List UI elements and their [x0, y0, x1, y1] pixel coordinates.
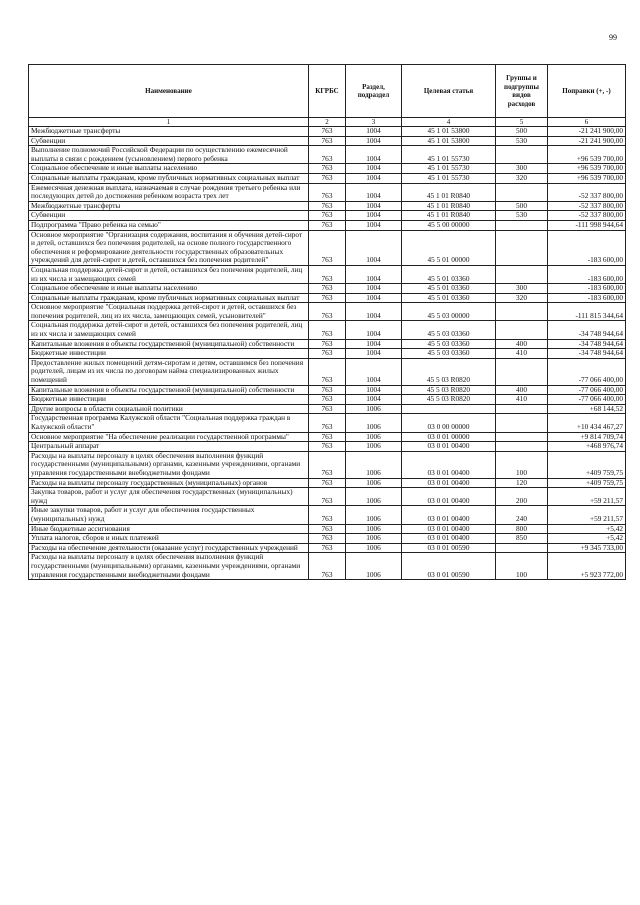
column-number: 3: [346, 118, 402, 127]
row-expense-group: 400: [496, 385, 548, 395]
row-expense-group: 320: [496, 173, 548, 183]
row-target-article: 03 0 01 00590: [402, 553, 496, 580]
row-amendment-amount: -34 748 944,64: [548, 339, 626, 349]
header-section: Раздел, подраздел: [346, 65, 402, 118]
row-expense-group: 320: [496, 293, 548, 303]
row-target-article: 45 5 03 03360: [402, 339, 496, 349]
row-target-article: 45 5 03 00000: [402, 303, 496, 321]
row-target-article: 03 0 01 00400: [402, 488, 496, 506]
row-target-article: 45 1 01 55730: [402, 173, 496, 183]
row-amendment-amount: -52 337 800,00: [548, 183, 626, 201]
row-kgrbs: 763: [309, 127, 346, 137]
row-expense-group: 850: [496, 534, 548, 544]
row-name: Межбюджетные трансферты: [29, 127, 309, 137]
row-name: Расходы на выплаты персоналу в целях обеспечения выполнения функций государственными (муниципальными) органами, казенными учреждениями, органами управления государственными внебюджетными фондами: [29, 451, 309, 478]
row-name: Основное мероприятие "Социальная поддержка детей-сирот и детей, оставшихся без попечения родителей, лиц из их числа, замещающих семей, усыновителей": [29, 303, 309, 321]
row-amendment-amount: -183 600,00: [548, 293, 626, 303]
row-kgrbs: 763: [309, 478, 346, 488]
row-section: 1004: [346, 339, 402, 349]
row-name: Капитальные вложения в объекты государственной (муниципальной) собственности: [29, 339, 309, 349]
row-section: 1004: [346, 358, 402, 385]
row-target-article: 03 0 01 00000: [402, 432, 496, 442]
row-name: Закупка товаров, работ и услуг для обеспечения государственных (муниципальных) нужд: [29, 488, 309, 506]
row-name: Центральный аппарат: [29, 442, 309, 452]
column-number: 6: [548, 118, 626, 127]
row-target-article: 45 1 01 53800: [402, 136, 496, 146]
row-amendment-amount: -183 600,00: [548, 230, 626, 265]
row-expense-group: 240: [496, 506, 548, 524]
row-kgrbs: 763: [309, 553, 346, 580]
row-name: Выполнение полномочий Российской Федерации по осуществлению ежемесячной выплаты в связи с рождением (усыновлением) первого ребенка: [29, 146, 309, 164]
row-name: Социальные выплаты гражданам, кроме публичных нормативных социальных выплат: [29, 173, 309, 183]
row-expense-group: [496, 183, 548, 201]
row-kgrbs: 763: [309, 164, 346, 174]
row-expense-group: 300: [496, 284, 548, 294]
row-kgrbs: 763: [309, 414, 346, 432]
row-kgrbs: 763: [309, 524, 346, 534]
row-section: 1004: [346, 284, 402, 294]
header-name: Наименование: [29, 65, 309, 118]
table-row: [29, 211, 626, 221]
row-kgrbs: 763: [309, 349, 346, 359]
row-expense-group: 500: [496, 127, 548, 137]
row-amendment-amount: -111 815 344,64: [548, 303, 626, 321]
row-expense-group: [496, 442, 548, 452]
row-expense-group: [496, 146, 548, 164]
row-section: 1004: [346, 183, 402, 201]
row-section: 1006: [346, 442, 402, 452]
table-row: [29, 395, 626, 405]
row-expense-group: 200: [496, 488, 548, 506]
row-section: 1004: [346, 265, 402, 283]
row-name: Капитальные вложения в объекты государственной (муниципальной) собственности: [29, 385, 309, 395]
row-target-article: [402, 404, 496, 414]
row-amendment-amount: +96 539 700,00: [548, 164, 626, 174]
row-target-article: 45 5 01 03360: [402, 284, 496, 294]
row-expense-group: [496, 404, 548, 414]
row-name: Расходы на выплаты персоналу государственных (муниципальных) органов: [29, 478, 309, 488]
row-name: Подпрограмма "Право ребенка на семью": [29, 220, 309, 230]
row-target-article: 45 1 01 R0840: [402, 183, 496, 201]
row-section: 1004: [346, 211, 402, 221]
row-amendment-amount: -77 066 400,00: [548, 385, 626, 395]
row-target-article: 03 0 01 00400: [402, 478, 496, 488]
row-kgrbs: 763: [309, 230, 346, 265]
row-amendment-amount: -21 241 900,00: [548, 127, 626, 137]
row-amendment-amount: -21 241 900,00: [548, 136, 626, 146]
row-amendment-amount: -77 066 400,00: [548, 358, 626, 385]
header-group: Группы и подгруппы видов расходов: [496, 65, 548, 118]
row-target-article: 03 0 01 00400: [402, 451, 496, 478]
row-section: 1004: [346, 201, 402, 211]
row-amendment-amount: +96 539 700,00: [548, 146, 626, 164]
row-amendment-amount: -111 998 944,64: [548, 220, 626, 230]
row-section: 1004: [346, 321, 402, 339]
row-name: Социальное обеспечение и иные выплаты населению: [29, 164, 309, 174]
row-amendment-amount: +9 345 733,00: [548, 543, 626, 553]
row-section: 1004: [346, 230, 402, 265]
row-target-article: 45 5 00 00000: [402, 220, 496, 230]
row-section: 1006: [346, 488, 402, 506]
table-row: [29, 230, 626, 265]
row-section: 1006: [346, 553, 402, 580]
row-expense-group: 800: [496, 524, 548, 534]
row-kgrbs: 763: [309, 488, 346, 506]
row-kgrbs: 763: [309, 442, 346, 452]
row-expense-group: 400: [496, 339, 548, 349]
row-name: Социальная поддержка детей-сирот и детей, оставшихся без попечения родителей, лиц из их числа и замещающих семей: [29, 265, 309, 283]
table-row: [29, 303, 626, 321]
row-name: Другие вопросы в области социальной политики: [29, 404, 309, 414]
row-kgrbs: 763: [309, 534, 346, 544]
row-expense-group: 100: [496, 553, 548, 580]
row-section: 1004: [346, 293, 402, 303]
row-expense-group: 530: [496, 211, 548, 221]
row-name: Основное мероприятие "Организация содержания, воспитания и обучения детей-сирот и детей, оставшихся без попечения родителей, на основе полного государственного обеспечения и реформирование деятельности государственных образовательных учреждений для детей-сирот и детей, оставшихся без попечения родителей": [29, 230, 309, 265]
table-row: [29, 349, 626, 359]
row-section: 1006: [346, 543, 402, 553]
row-expense-group: [496, 358, 548, 385]
row-amendment-amount: -52 337 800,00: [548, 201, 626, 211]
row-target-article: 03 0 01 00400: [402, 524, 496, 534]
row-name: Ежемесячная денежная выплата, назначаемая в случае рождения третьего ребенка или последующих детей до достижения ребенком возраста трех лет: [29, 183, 309, 201]
table-row: [29, 220, 626, 230]
row-target-article: 45 1 01 55730: [402, 164, 496, 174]
row-target-article: 45 5 01 03360: [402, 265, 496, 283]
row-kgrbs: 763: [309, 146, 346, 164]
row-section: 1004: [346, 164, 402, 174]
row-kgrbs: 763: [309, 284, 346, 294]
row-target-article: 45 5 03 R0820: [402, 395, 496, 405]
row-amendment-amount: -34 748 944,64: [548, 349, 626, 359]
row-name: Государственная программа Калужской области "Социальная поддержка граждан в Калужской области": [29, 414, 309, 432]
row-name: Социальное обеспечение и иные выплаты населению: [29, 284, 309, 294]
row-target-article: 03 0 01 00590: [402, 543, 496, 553]
row-amendment-amount: +59 211,57: [548, 488, 626, 506]
row-expense-group: 300: [496, 164, 548, 174]
row-kgrbs: 763: [309, 173, 346, 183]
table-row: [29, 534, 626, 544]
row-kgrbs: 763: [309, 136, 346, 146]
row-name: Социальная поддержка детей-сирот и детей, оставшихся без попечения родителей, лиц из их числа и замещающих семей: [29, 321, 309, 339]
row-name: Бюджетные инвестиции: [29, 395, 309, 405]
row-name: Субвенции: [29, 136, 309, 146]
table-row: [29, 414, 626, 432]
row-name: Субвенции: [29, 211, 309, 221]
row-section: 1006: [346, 524, 402, 534]
row-kgrbs: 763: [309, 451, 346, 478]
row-section: 1004: [346, 303, 402, 321]
row-target-article: 45 1 01 R0840: [402, 211, 496, 221]
row-section: 1004: [346, 127, 402, 137]
table-row: [29, 321, 626, 339]
row-kgrbs: 763: [309, 220, 346, 230]
row-expense-group: 500: [496, 201, 548, 211]
table-row: [29, 553, 626, 580]
row-name: Расходы на обеспечение деятельности (оказание услуг) государственных учреждений: [29, 543, 309, 553]
table-row: [29, 488, 626, 506]
row-target-article: 45 5 03 R0820: [402, 385, 496, 395]
row-kgrbs: 763: [309, 293, 346, 303]
row-expense-group: [496, 414, 548, 432]
row-section: 1004: [346, 385, 402, 395]
table-header-row: [29, 65, 626, 118]
row-expense-group: [496, 543, 548, 553]
row-name: Основное мероприятие "На обеспечение реализации государственной программы": [29, 432, 309, 442]
row-kgrbs: 763: [309, 183, 346, 201]
row-amendment-amount: +5,42: [548, 524, 626, 534]
row-amendment-amount: -52 337 800,00: [548, 211, 626, 221]
table-row: [29, 284, 626, 294]
row-section: 1004: [346, 349, 402, 359]
row-target-article: 45 5 03 R0820: [402, 358, 496, 385]
row-amendment-amount: +5 923 772,00: [548, 553, 626, 580]
row-kgrbs: 763: [309, 543, 346, 553]
row-amendment-amount: +68 144,52: [548, 404, 626, 414]
row-section: 1006: [346, 451, 402, 478]
row-expense-group: 100: [496, 451, 548, 478]
header-amendment: Поправки (+, -): [548, 65, 626, 118]
row-amendment-amount: +409 759,75: [548, 451, 626, 478]
column-number: 4: [402, 118, 496, 127]
row-kgrbs: 763: [309, 303, 346, 321]
row-target-article: 45 5 03 03360: [402, 321, 496, 339]
row-section: 1006: [346, 414, 402, 432]
row-expense-group: 410: [496, 349, 548, 359]
table-row: [29, 127, 626, 137]
row-expense-group: [496, 265, 548, 283]
row-amendment-amount: -77 066 400,00: [548, 395, 626, 405]
row-section: 1006: [346, 432, 402, 442]
row-name: Расходы на выплаты персоналу в целях обеспечения выполнения функций государственными (муниципальными) органами, казенными учреждениями, органами управления государственными внебюджетными фондами: [29, 553, 309, 580]
row-amendment-amount: +59 211,57: [548, 506, 626, 524]
row-target-article: 45 5 01 03360: [402, 293, 496, 303]
row-section: 1004: [346, 173, 402, 183]
row-section: 1004: [346, 220, 402, 230]
page-number: 99: [609, 33, 617, 42]
table-row: [29, 146, 626, 164]
budget-amendments-table: [28, 64, 626, 580]
row-amendment-amount: +409 759,75: [548, 478, 626, 488]
row-expense-group: 410: [496, 395, 548, 405]
row-kgrbs: 763: [309, 506, 346, 524]
row-expense-group: [496, 220, 548, 230]
row-amendment-amount: +96 539 700,00: [548, 173, 626, 183]
table-row: [29, 265, 626, 283]
row-amendment-amount: -183 600,00: [548, 265, 626, 283]
row-expense-group: [496, 303, 548, 321]
row-kgrbs: 763: [309, 385, 346, 395]
column-number: 1: [29, 118, 309, 127]
row-section: 1006: [346, 478, 402, 488]
row-kgrbs: 763: [309, 432, 346, 442]
row-section: 1006: [346, 506, 402, 524]
row-name: Иные закупки товаров, работ и услуг для обеспечения государственных (муниципальных) нужд: [29, 506, 309, 524]
row-kgrbs: 763: [309, 358, 346, 385]
row-name: Предоставление жилых помещений детям-сиротам и детям, оставшимся без попечения родителей, лицам из их числа по договорам найма специализированных жилых помещений: [29, 358, 309, 385]
table-row: [29, 506, 626, 524]
row-target-article: 03 0 01 00400: [402, 506, 496, 524]
row-target-article: 03 0 01 00400: [402, 534, 496, 544]
table-row: [29, 173, 626, 183]
table-row: [29, 442, 626, 452]
row-amendment-amount: +5,42: [548, 534, 626, 544]
row-name: Иные бюджетные ассигнования: [29, 524, 309, 534]
row-target-article: 03 0 01 00400: [402, 442, 496, 452]
row-expense-group: 120: [496, 478, 548, 488]
row-kgrbs: 763: [309, 404, 346, 414]
row-kgrbs: 763: [309, 321, 346, 339]
row-amendment-amount: +9 814 709,74: [548, 432, 626, 442]
row-kgrbs: 763: [309, 395, 346, 405]
row-expense-group: [496, 321, 548, 339]
row-target-article: 03 0 00 00000: [402, 414, 496, 432]
table-row: [29, 358, 626, 385]
row-expense-group: [496, 230, 548, 265]
row-section: 1006: [346, 404, 402, 414]
row-amendment-amount: -34 748 944,64: [548, 321, 626, 339]
column-number: 5: [496, 118, 548, 127]
row-expense-group: 530: [496, 136, 548, 146]
row-kgrbs: 763: [309, 265, 346, 283]
column-number: 2: [309, 118, 346, 127]
table-row: [29, 183, 626, 201]
row-name: Социальные выплаты гражданам, кроме публичных нормативных социальных выплат: [29, 293, 309, 303]
row-target-article: 45 1 01 55730: [402, 146, 496, 164]
row-target-article: 45 5 03 03360: [402, 349, 496, 359]
row-section: 1004: [346, 136, 402, 146]
row-target-article: 45 1 01 53800: [402, 127, 496, 137]
row-target-article: 45 5 01 00000: [402, 230, 496, 265]
row-name: Бюджетные инвестиции: [29, 349, 309, 359]
row-amendment-amount: +468 976,74: [548, 442, 626, 452]
row-kgrbs: 763: [309, 339, 346, 349]
row-kgrbs: 763: [309, 211, 346, 221]
header-target: Целевая статья: [402, 65, 496, 118]
row-name: Межбюджетные трансферты: [29, 201, 309, 211]
row-section: 1004: [346, 146, 402, 164]
header-kgrbs: КГРБС: [309, 65, 346, 118]
row-amendment-amount: +10 434 467,27: [548, 414, 626, 432]
row-kgrbs: 763: [309, 201, 346, 211]
row-amendment-amount: -183 600,00: [548, 284, 626, 294]
row-section: 1006: [346, 534, 402, 544]
row-target-article: 45 1 01 R0840: [402, 201, 496, 211]
row-name: Уплата налогов, сборов и иных платежей: [29, 534, 309, 544]
row-section: 1004: [346, 395, 402, 405]
row-expense-group: [496, 432, 548, 442]
table-row: [29, 451, 626, 478]
